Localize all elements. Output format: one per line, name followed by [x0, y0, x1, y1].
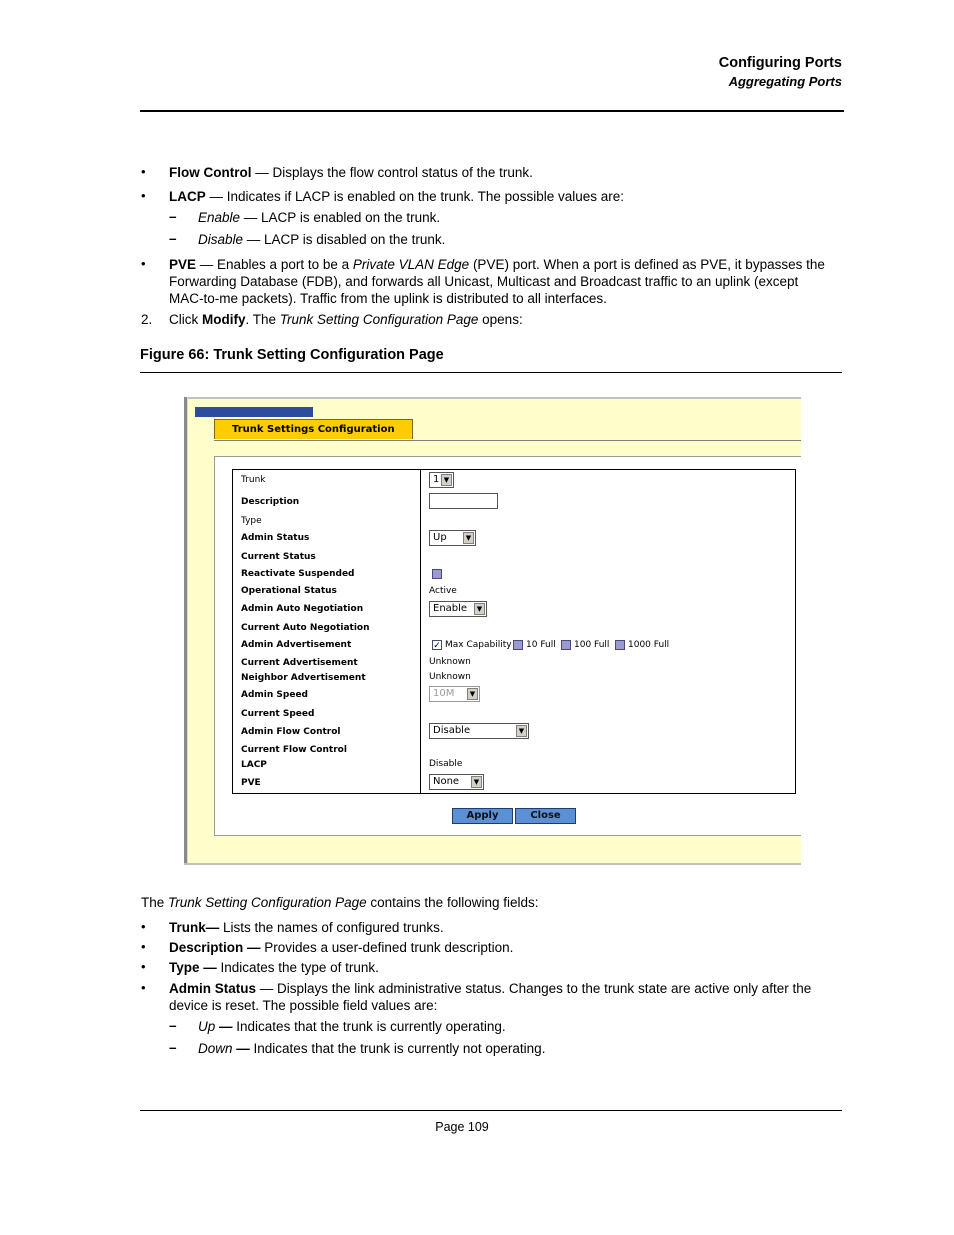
- screenshot-figure: [184, 397, 801, 865]
- bullet-icon: •: [141, 919, 146, 934]
- selected-value: None: [433, 776, 460, 787]
- label-admin-flow-control: Admin Flow Control: [241, 727, 341, 737]
- chevron-down-icon[interactable]: ▼: [463, 532, 474, 544]
- selected-value: Disable: [433, 725, 471, 736]
- field-trunk: [169, 919, 444, 936]
- term: Disable: [198, 232, 244, 247]
- dash-icon: –: [169, 1040, 177, 1055]
- bullet-icon: •: [141, 939, 146, 954]
- trunk-select[interactable]: [429, 472, 454, 488]
- label-lacp: LACP: [241, 760, 267, 770]
- dash-icon: –: [169, 231, 177, 246]
- step-number: 2.: [141, 312, 153, 327]
- label-admin-advertisement: Admin Advertisement: [241, 640, 352, 650]
- label-pve: PVE: [241, 778, 261, 788]
- text: (PVE) port. When a port is defined as PVE, it bypasses the: [469, 257, 825, 272]
- bullet-icon: •: [141, 980, 146, 995]
- field-admin-status: [169, 980, 849, 1014]
- neighbor-advertisement-value: Unknown: [429, 672, 471, 682]
- header-rule: [140, 110, 844, 112]
- emphasis: Private VLAN Edge: [352, 257, 470, 272]
- 100-full-label: 100 Full: [574, 640, 610, 650]
- label-reactivate-suspended: Reactivate Suspended: [241, 569, 355, 579]
- term: LACP: [169, 189, 206, 204]
- admin-speed-select[interactable]: [429, 686, 480, 702]
- pve-line-3: MAC-to-me packets). Traffic from the uplink is distributed to all interfaces.: [169, 291, 607, 306]
- current-advertisement-value: Unknown: [429, 657, 471, 667]
- selected-value: Up: [433, 532, 447, 543]
- bullet-lacp: [169, 188, 624, 205]
- bullet-flow-control: [169, 164, 533, 181]
- desc: — LACP is enabled on the trunk.: [240, 210, 441, 225]
- chevron-down-icon[interactable]: ▼: [471, 776, 482, 788]
- label-current-flow-control: Current Flow Control: [241, 745, 347, 755]
- text: contains the following fields:: [366, 895, 539, 910]
- admin-auto-negotiation-select[interactable]: [429, 601, 487, 617]
- footer-rule: [140, 1110, 842, 1111]
- lacp-enable: [198, 209, 440, 226]
- label-current-advertisement: Current Advertisement: [241, 658, 358, 668]
- page-number: Page 109: [435, 1120, 489, 1134]
- term: Description —: [169, 940, 261, 955]
- 10-full-label: 10 Full: [526, 640, 556, 650]
- dash-icon: –: [169, 1018, 177, 1033]
- label-admin-status: Admin Status: [241, 533, 310, 543]
- fields-intro: [141, 894, 539, 911]
- term: Flow Control: [169, 165, 252, 180]
- term: Trunk—: [169, 920, 220, 935]
- frame-border: [184, 863, 801, 865]
- text: opens:: [478, 312, 523, 327]
- admin-status-line-2: device is reset. The possible field values are:: [169, 998, 438, 1013]
- label-current-status: Current Status: [241, 552, 316, 562]
- bullet-icon: •: [141, 959, 146, 974]
- reactivate-suspended-checkbox[interactable]: [432, 569, 442, 579]
- pve-select[interactable]: [429, 774, 484, 790]
- admin-status-select[interactable]: [429, 530, 476, 546]
- term: PVE: [169, 257, 197, 272]
- pve-line-2: Forwarding Database (FDB), and forwards all Unicast, Multicast and Broadcast traffic to an uplink (except: [169, 274, 799, 289]
- desc: Lists the names of configured trunks.: [219, 920, 444, 935]
- 10-full-checkbox[interactable]: [513, 640, 523, 650]
- tab-trunk-settings[interactable]: Trunk Settings Configuration: [214, 419, 413, 439]
- desc: — Displays the flow control status of the trunk.: [251, 165, 533, 180]
- header-subtitle: Aggregating Ports: [728, 74, 842, 89]
- label-trunk: Trunk: [241, 475, 266, 485]
- frame-border: [188, 397, 801, 399]
- selected-value: 1: [433, 474, 440, 485]
- text: The: [141, 895, 169, 910]
- desc: Indicates that the trunk is currently operating.: [232, 1019, 506, 1034]
- label-current-speed: Current Speed: [241, 709, 315, 719]
- figure-caption: Figure 66: Trunk Setting Configuration Page: [140, 347, 444, 363]
- emphasis: Trunk Setting Configuration Page: [168, 895, 367, 910]
- tab-strip: [195, 407, 313, 417]
- emphasis: Modify: [202, 312, 246, 327]
- chevron-down-icon[interactable]: ▼: [441, 474, 452, 486]
- text: . The: [245, 312, 280, 327]
- term: Down: [198, 1041, 233, 1056]
- chevron-down-icon[interactable]: ▼: [474, 603, 485, 615]
- 100-full-checkbox[interactable]: [561, 640, 571, 650]
- label-description: Description: [241, 497, 300, 507]
- frame-border: [187, 397, 188, 865]
- apply-button[interactable]: Apply: [452, 808, 513, 824]
- desc: — Displays the link administrative status. Changes to the trunk state are active only after the: [256, 981, 812, 996]
- emphasis: Trunk Setting Configuration Page: [279, 312, 479, 327]
- field-type: [169, 959, 379, 976]
- bullet-icon: •: [141, 256, 146, 271]
- lacp-disable: [198, 231, 445, 248]
- desc: Provides a user-defined trunk description.: [260, 940, 514, 955]
- max-capability-checkbox[interactable]: ✓: [433, 640, 441, 650]
- emphasis: —: [232, 1041, 250, 1056]
- admin-status-down: [198, 1040, 545, 1057]
- term: Enable: [198, 210, 241, 225]
- table-divider: [420, 469, 421, 794]
- field-description: [169, 939, 513, 956]
- tab-divider: [214, 440, 801, 441]
- term: Admin Status: [169, 981, 257, 996]
- label-type: Type: [241, 516, 262, 526]
- max-capability-label: Max Capability: [445, 640, 512, 650]
- chevron-down-icon[interactable]: ▼: [467, 688, 478, 700]
- 1000-full-checkbox[interactable]: [615, 640, 625, 650]
- label-admin-auto-negotiation: Admin Auto Negotiation: [241, 604, 364, 614]
- label-neighbor-advertisement: Neighbor Advertisement: [241, 673, 366, 683]
- pve-line-1: [169, 256, 849, 273]
- admin-flow-control-select[interactable]: [429, 723, 529, 739]
- step-2: [169, 311, 523, 328]
- admin-status-line-1: [169, 980, 849, 997]
- desc: Indicates that the trunk is currently not operating.: [249, 1041, 546, 1056]
- operational-status-value: Active: [429, 586, 457, 596]
- desc: — LACP is disabled on the trunk.: [243, 232, 446, 247]
- label-operational-status: Operational Status: [241, 586, 337, 596]
- lacp-value: Disable: [429, 759, 463, 769]
- close-button[interactable]: Close: [515, 808, 576, 824]
- desc: — Indicates if LACP is enabled on the trunk. The possible values are:: [205, 189, 624, 204]
- bullet-icon: •: [141, 188, 146, 203]
- selected-value: 10M: [433, 688, 455, 699]
- dash-icon: –: [169, 209, 177, 224]
- desc: Indicates the type of trunk.: [216, 960, 379, 975]
- term: Up: [198, 1019, 216, 1034]
- admin-status-up: [198, 1018, 506, 1035]
- figure-rule: [140, 372, 842, 373]
- chevron-down-icon[interactable]: ▼: [516, 725, 527, 737]
- description-field[interactable]: [429, 493, 498, 509]
- label-admin-speed: Admin Speed: [241, 690, 308, 700]
- bullet-pve: [169, 256, 849, 307]
- 1000-full-label: 1000 Full: [628, 640, 670, 650]
- text: — Enables a port to be a: [196, 257, 353, 272]
- bullet-icon: •: [141, 164, 146, 179]
- term: Type —: [169, 960, 217, 975]
- text: Click: [169, 312, 202, 327]
- emphasis: —: [215, 1019, 233, 1034]
- label-current-auto-negotiation: Current Auto Negotiation: [241, 623, 370, 633]
- header-title: Configuring Ports: [718, 55, 842, 71]
- selected-value: Enable: [433, 603, 468, 614]
